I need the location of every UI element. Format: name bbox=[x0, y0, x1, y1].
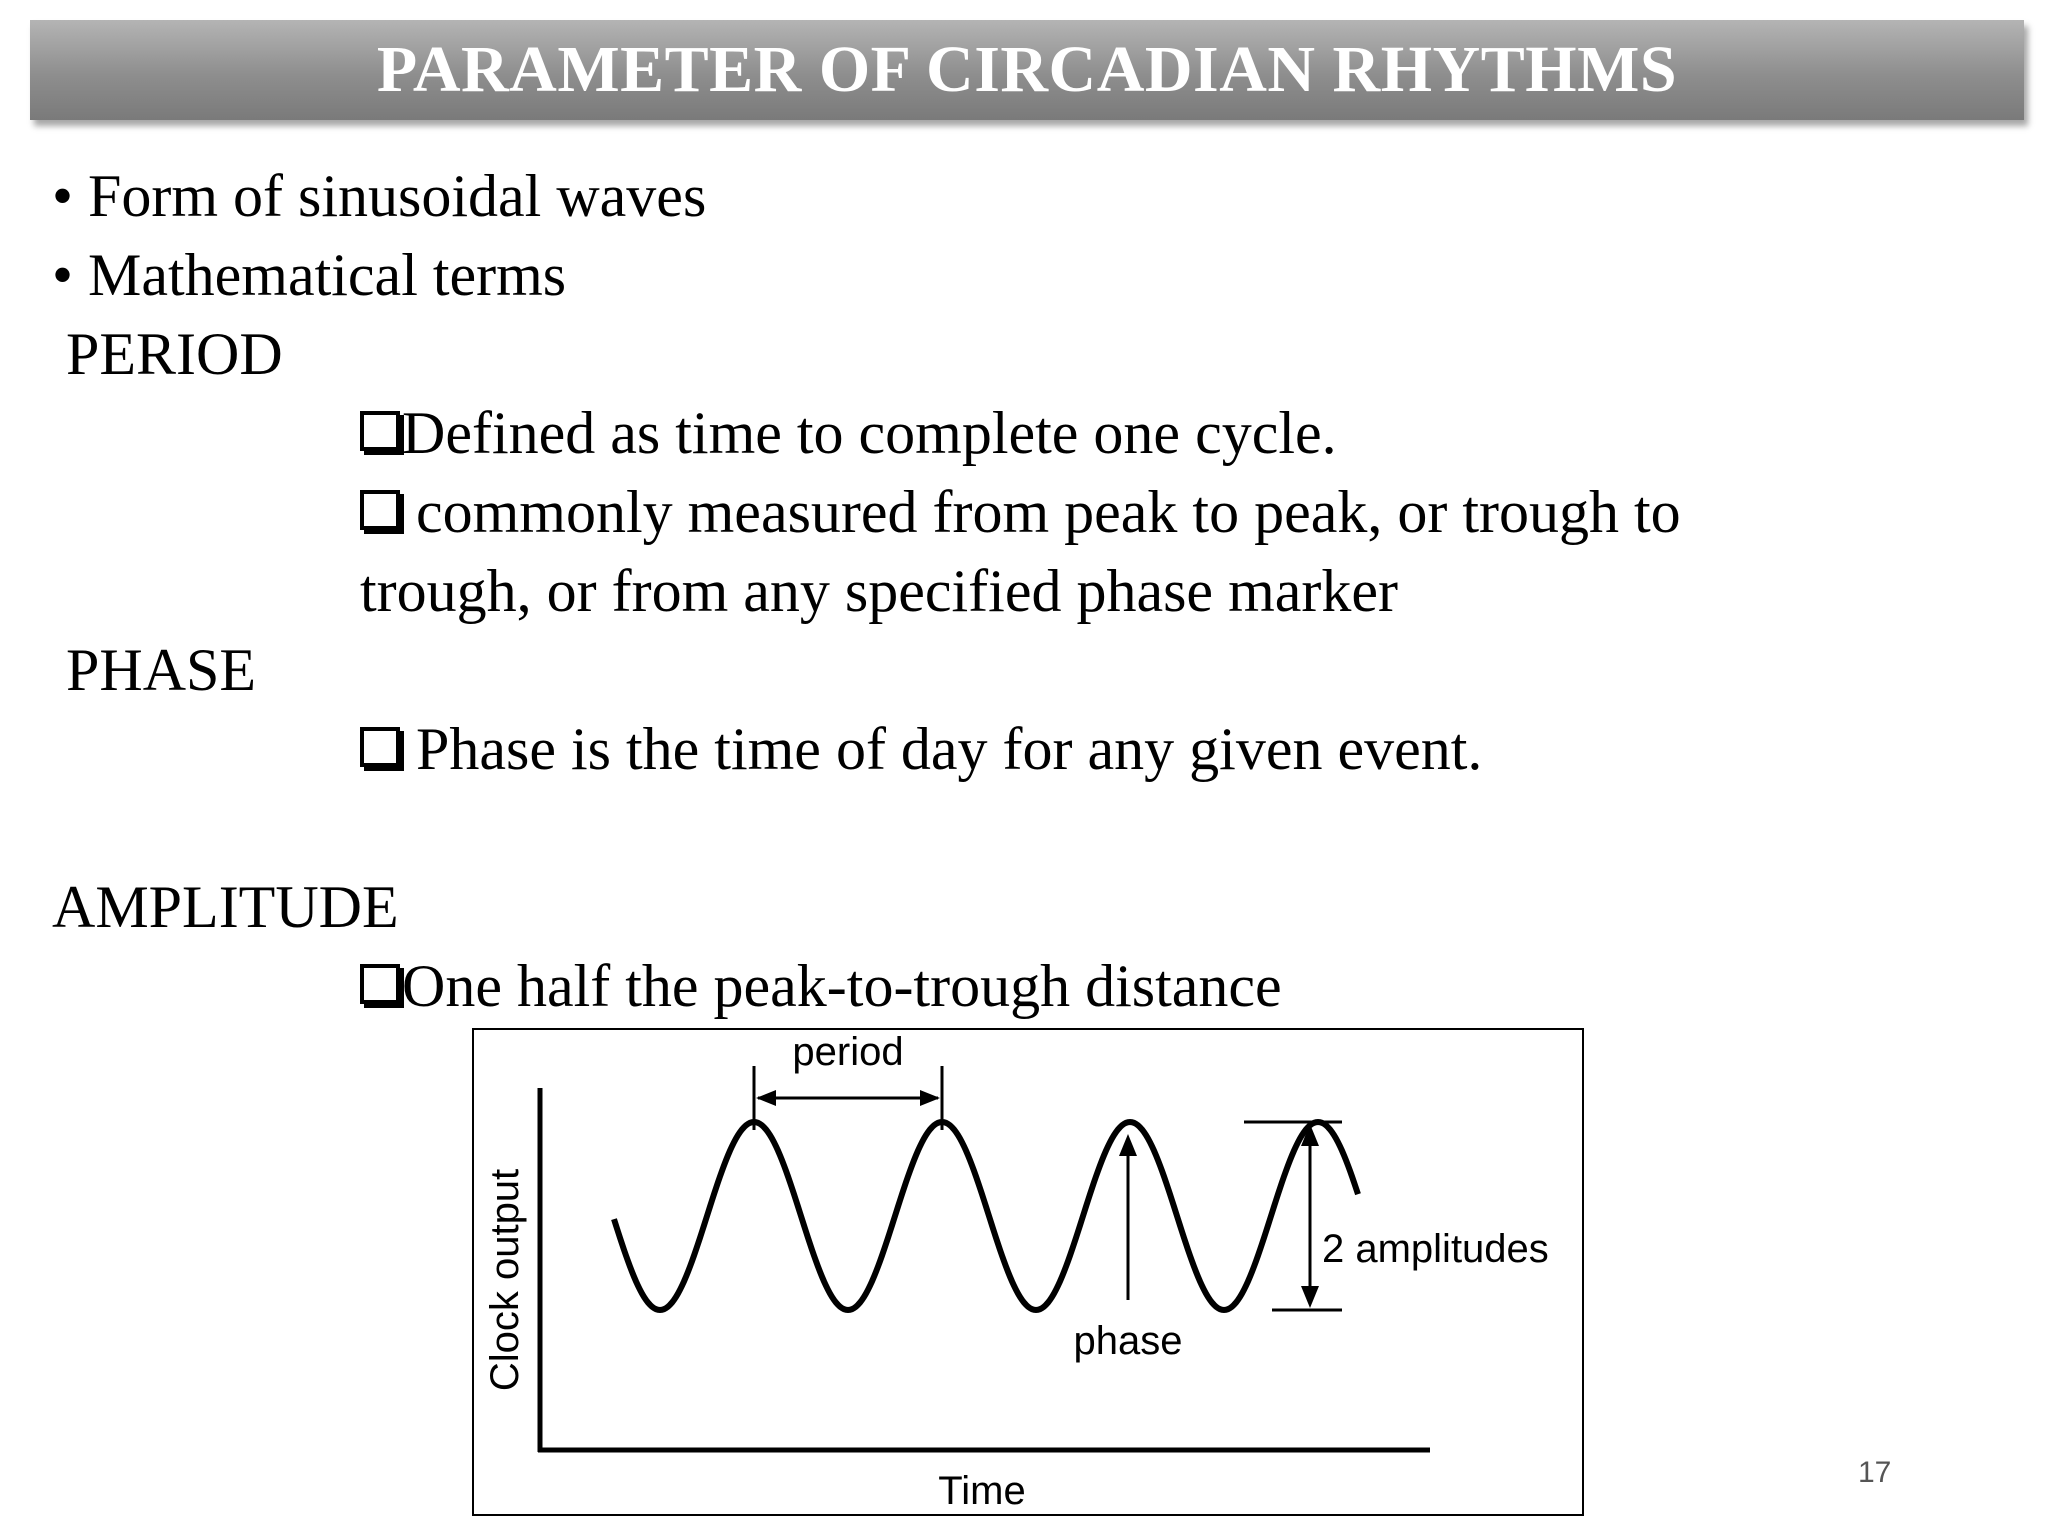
period-arrow-right-head bbox=[920, 1090, 940, 1106]
sine-wave bbox=[614, 1122, 1358, 1310]
y-axis-label: Clock output bbox=[483, 1168, 527, 1392]
wave-diagram bbox=[474, 1030, 1586, 1518]
checkbox-bullet-icon bbox=[360, 964, 400, 1004]
phase-arrow-head bbox=[1119, 1134, 1137, 1156]
checkbox-bullet-icon bbox=[360, 490, 400, 530]
bullet-sinusoidal: • Form of sinusoidal waves bbox=[52, 163, 707, 229]
period-arrow-left-head bbox=[756, 1090, 776, 1106]
amplitude-arrow-bottom-head bbox=[1301, 1286, 1319, 1308]
amplitude-heading: AMPLITUDE bbox=[52, 874, 399, 940]
title-bar bbox=[30, 20, 2024, 120]
amplitudes-label: 2 amplitudes bbox=[1322, 1227, 1549, 1271]
checkbox-bullet-icon bbox=[360, 411, 400, 451]
period-label: period bbox=[792, 1030, 904, 1074]
amplitude-item-1 bbox=[360, 953, 1282, 1019]
phase-label: phase bbox=[1073, 1319, 1183, 1363]
slide-title: PARAMETER OF CIRCADIAN RHYTHMS bbox=[376, 33, 1678, 106]
checkbox-bullet-icon bbox=[360, 727, 400, 767]
phase-heading: PHASE bbox=[66, 637, 257, 703]
period-item-2 bbox=[360, 479, 1681, 545]
period-heading: PERIOD bbox=[66, 321, 283, 387]
bullet-mathematical: • Mathematical terms bbox=[52, 242, 567, 308]
period-item-2-line2: trough, or from any specified phase marker bbox=[360, 558, 1398, 624]
slide-number: 17 bbox=[1858, 1456, 1892, 1489]
x-axis-label: Time bbox=[938, 1469, 1026, 1513]
period-item-1 bbox=[360, 400, 1337, 466]
phase-item-1-text: Phase is the time of day for any given event. bbox=[416, 716, 1483, 782]
period-item-1-text: Defined as time to complete one cycle. bbox=[402, 400, 1337, 466]
phase-item-1 bbox=[360, 716, 1483, 782]
amplitude-item-1-text: One half the peak-to-trough distance bbox=[402, 953, 1282, 1019]
period-item-2-text-line1: commonly measured from peak to peak, or trough to bbox=[416, 479, 1681, 545]
circadian-wave-figure bbox=[472, 1028, 1584, 1516]
